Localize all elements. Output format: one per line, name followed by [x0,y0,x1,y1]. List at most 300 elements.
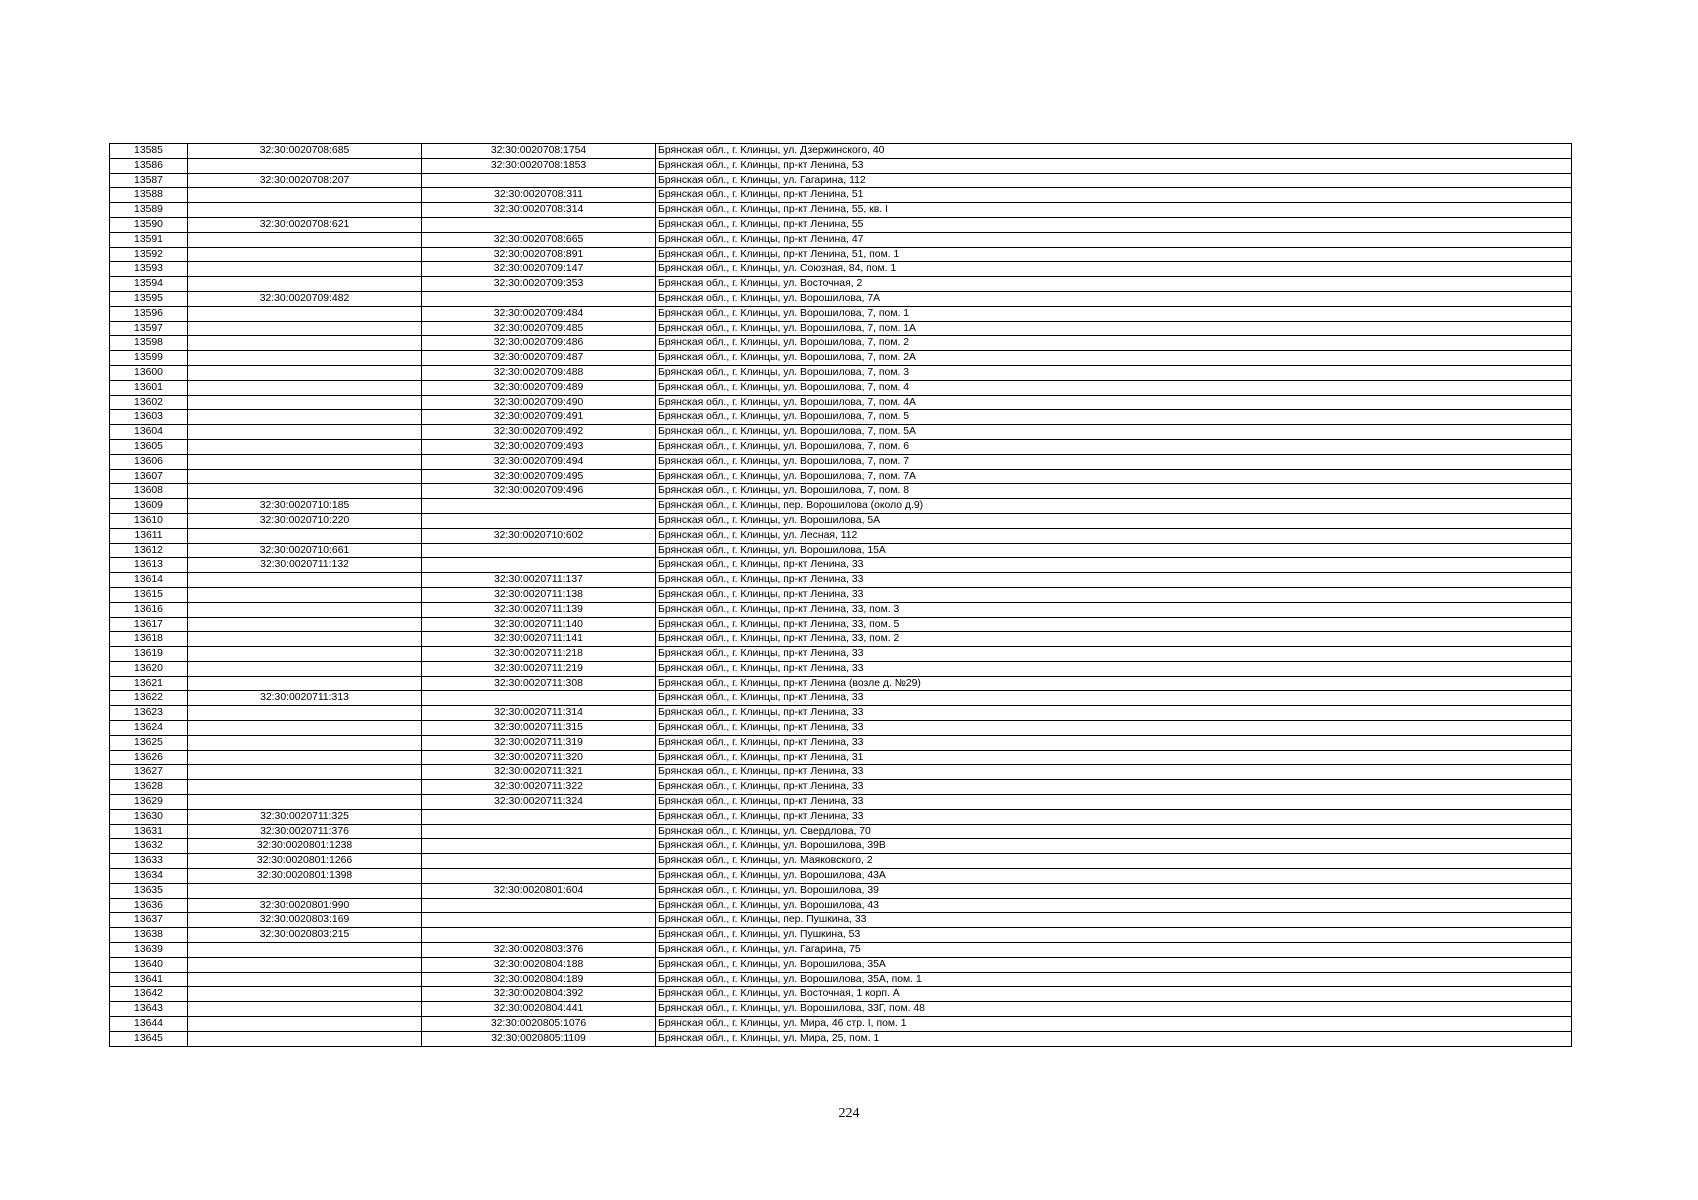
cadastral-number-b-cell: 32:30:0020709:489 [422,380,656,395]
address-cell: Брянская обл., г. Клинцы, пр-кт Ленина, 33 [656,765,1572,780]
registry-table [109,143,1572,1047]
cadastral-number-a-cell [188,528,422,543]
cadastral-number-a-cell [188,661,422,676]
row-number-cell: 13592 [110,247,188,262]
table-row [110,765,1572,780]
table-row [110,602,1572,617]
address-cell: Брянская обл., г. Клинцы, пр-кт Ленина, 33, пом. 5 [656,617,1572,632]
cadastral-number-b-cell: 32:30:0020711:308 [422,676,656,691]
row-number-cell: 13599 [110,351,188,366]
cadastral-number-a-cell [188,188,422,203]
address-cell: Брянская обл., г. Клинцы, ул. Гагарина, 75 [656,943,1572,958]
row-number-cell: 13626 [110,750,188,765]
cadastral-number-b-cell: 32:30:0020709:496 [422,484,656,499]
address-cell: Брянская обл., г. Клинцы, пер. Ворошилова (около д.9) [656,499,1572,514]
table-row [110,1017,1572,1032]
cadastral-number-b-cell: 32:30:0020709:492 [422,425,656,440]
cadastral-number-a-cell [188,573,422,588]
address-cell: Брянская обл., г. Клинцы, ул. Маяковского, 2 [656,854,1572,869]
row-number-cell: 13609 [110,499,188,514]
address-cell: Брянская обл., г. Клинцы, ул. Ворошилова, 33Г, пом. 48 [656,1002,1572,1017]
row-number-cell: 13632 [110,839,188,854]
cadastral-number-a-cell: 32:30:0020801:1238 [188,839,422,854]
page-number: 224 [838,1106,860,1121]
table-row [110,262,1572,277]
cadastral-number-b-cell: 32:30:0020805:1076 [422,1017,656,1032]
row-number-cell: 13641 [110,972,188,987]
cadastral-number-b-cell: 32:30:0020709:487 [422,351,656,366]
address-cell: Брянская обл., г. Клинцы, пр-кт Ленина, 33 [656,706,1572,721]
cadastral-number-a-cell [188,1017,422,1032]
address-cell: Брянская обл., г. Клинцы, ул. Мира, 25, пом. 1 [656,1031,1572,1046]
row-number-cell: 13598 [110,336,188,351]
address-cell: Брянская обл., г. Клинцы, ул. Ворошилова, 39 [656,883,1572,898]
cadastral-number-a-cell: 32:30:0020801:1398 [188,869,422,884]
cadastral-number-a-cell: 32:30:0020710:220 [188,513,422,528]
table-row [110,1031,1572,1046]
row-number-cell: 13642 [110,987,188,1002]
table-row [110,558,1572,573]
row-number-cell: 13602 [110,395,188,410]
address-cell: Брянская обл., г. Клинцы, пр-кт Ленина, 33 [656,795,1572,810]
row-number-cell: 13585 [110,144,188,159]
table-row [110,454,1572,469]
table-row [110,972,1572,987]
cadastral-number-b-cell: 32:30:0020711:314 [422,706,656,721]
cadastral-number-a-cell [188,277,422,292]
address-cell: Брянская обл., г. Клинцы, пр-кт Ленина, 33, пом. 2 [656,632,1572,647]
cadastral-number-b-cell: 32:30:0020709:491 [422,410,656,425]
cadastral-number-b-cell: 32:30:0020709:147 [422,262,656,277]
row-number-cell: 13618 [110,632,188,647]
table-row [110,1002,1572,1017]
table-row [110,928,1572,943]
address-cell: Брянская обл., г. Клинцы, пр-кт Ленина, 51, пом. 1 [656,247,1572,262]
cadastral-number-a-cell [188,484,422,499]
cadastral-number-a-cell [188,943,422,958]
cadastral-number-b-cell [422,691,656,706]
table-row [110,277,1572,292]
table-row [110,721,1572,736]
cadastral-number-a-cell: 32:30:0020709:482 [188,291,422,306]
table-row [110,647,1572,662]
cadastral-number-a-cell: 32:30:0020711:325 [188,809,422,824]
cadastral-number-a-cell [188,203,422,218]
table-row [110,232,1572,247]
table-row [110,173,1572,188]
row-number-cell: 13603 [110,410,188,425]
table-row [110,706,1572,721]
row-number-cell: 13643 [110,1002,188,1017]
cadastral-number-a-cell [188,765,422,780]
table-row [110,395,1572,410]
address-cell: Брянская обл., г. Клинцы, пр-кт Ленина, 53 [656,158,1572,173]
row-number-cell: 13615 [110,587,188,602]
cadastral-number-a-cell [188,262,422,277]
cadastral-number-a-cell [188,351,422,366]
address-cell: Брянская обл., г. Клинцы, ул. Ворошилова, 7, пом. 7 [656,454,1572,469]
row-number-cell: 13617 [110,617,188,632]
cadastral-number-b-cell: 32:30:0020711:315 [422,721,656,736]
row-number-cell: 13600 [110,365,188,380]
address-cell: Брянская обл., г. Клинцы, пр-кт Ленина, 33 [656,558,1572,573]
cadastral-number-a-cell [188,706,422,721]
address-cell: Брянская обл., г. Клинцы, ул. Ворошилова, 39В [656,839,1572,854]
row-number-cell: 13619 [110,647,188,662]
address-cell: Брянская обл., г. Клинцы, пр-кт Ленина, 33 [656,661,1572,676]
cadastral-number-b-cell: 32:30:0020711:321 [422,765,656,780]
table-row [110,839,1572,854]
table-row [110,499,1572,514]
table-row [110,869,1572,884]
address-cell: Брянская обл., г. Клинцы, ул. Пушкина, 53 [656,928,1572,943]
cadastral-number-b-cell: 32:30:0020708:665 [422,232,656,247]
row-number-cell: 13601 [110,380,188,395]
address-cell: Брянская обл., г. Клинцы, ул. Ворошилова, 7, пом. 2 [656,336,1572,351]
row-number-cell: 13628 [110,780,188,795]
table-row [110,365,1572,380]
address-cell: Брянская обл., г. Клинцы, ул. Ворошилова, 7, пом. 8 [656,484,1572,499]
cadastral-number-a-cell [188,780,422,795]
table-row [110,898,1572,913]
row-number-cell: 13637 [110,913,188,928]
cadastral-number-a-cell [188,365,422,380]
row-number-cell: 13638 [110,928,188,943]
cadastral-number-a-cell: 32:30:0020801:990 [188,898,422,913]
address-cell: Брянская обл., г. Клинцы, пр-кт Ленина, 33 [656,647,1572,662]
table-row [110,543,1572,558]
cadastral-number-a-cell: 32:30:0020708:621 [188,217,422,232]
address-cell: Брянская обл., г. Клинцы, пр-кт Ленина, 33, пом. 3 [656,602,1572,617]
row-number-cell: 13593 [110,262,188,277]
address-cell: Брянская обл., г. Клинцы, ул. Ворошилова, 7, пом. 4 [656,380,1572,395]
address-cell: Брянская обл., г. Клинцы, ул. Ворошилова, 5А [656,513,1572,528]
cadastral-number-a-cell: 32:30:0020803:215 [188,928,422,943]
cadastral-number-b-cell: 32:30:0020709:493 [422,439,656,454]
address-cell: Брянская обл., г. Клинцы, пр-кт Ленина, 31 [656,750,1572,765]
cadastral-number-a-cell [188,883,422,898]
cadastral-number-b-cell: 32:30:0020803:376 [422,943,656,958]
table-row [110,144,1572,159]
row-number-cell: 13633 [110,854,188,869]
address-cell: Брянская обл., г. Клинцы, ул. Восточная, 1 корп. А [656,987,1572,1002]
table-row [110,795,1572,810]
row-number-cell: 13629 [110,795,188,810]
row-number-cell: 13625 [110,735,188,750]
cadastral-number-b-cell: 32:30:0020711:320 [422,750,656,765]
cadastral-number-b-cell [422,513,656,528]
cadastral-number-b-cell: 32:30:0020709:485 [422,321,656,336]
row-number-cell: 13616 [110,602,188,617]
cadastral-number-a-cell [188,336,422,351]
row-number-cell: 13591 [110,232,188,247]
address-cell: Брянская обл., г. Клинцы, ул. Союзная, 84, пом. 1 [656,262,1572,277]
row-number-cell: 13612 [110,543,188,558]
cadastral-number-b-cell: 32:30:0020804:392 [422,987,656,1002]
cadastral-number-b-cell [422,173,656,188]
row-number-cell: 13608 [110,484,188,499]
table-row [110,291,1572,306]
address-cell: Брянская обл., г. Клинцы, пр-кт Ленина, 33 [656,735,1572,750]
address-cell: Брянская обл., г. Клинцы, ул. Ворошилова, 7, пом. 6 [656,439,1572,454]
cadastral-number-b-cell [422,854,656,869]
cadastral-number-b-cell: 32:30:0020708:1754 [422,144,656,159]
address-cell: Брянская обл., г. Клинцы, пр-кт Ленина, 33 [656,809,1572,824]
table-row [110,203,1572,218]
address-cell: Брянская обл., г. Клинцы, ул. Ворошилова, 7, пом. 1А [656,321,1572,336]
address-cell: Брянская обл., г. Клинцы, ул. Ворошилова, 43А [656,869,1572,884]
table-row [110,987,1572,1002]
address-cell: Брянская обл., г. Клинцы, ул. Ворошилова, 7, пом. 7А [656,469,1572,484]
cadastral-number-b-cell: 32:30:0020711:138 [422,587,656,602]
table-row [110,528,1572,543]
table-row [110,824,1572,839]
row-number-cell: 13611 [110,528,188,543]
cadastral-number-a-cell [188,632,422,647]
address-cell: Брянская обл., г. Клинцы, пр-кт Ленина, 55 [656,217,1572,232]
address-cell: Брянская обл., г. Клинцы, ул. Ворошилова, 43 [656,898,1572,913]
table-row [110,735,1572,750]
table-row [110,306,1572,321]
cadastral-number-b-cell: 32:30:0020708:891 [422,247,656,262]
row-number-cell: 13588 [110,188,188,203]
cadastral-number-b-cell [422,291,656,306]
table-row [110,321,1572,336]
address-cell: Брянская обл., г. Клинцы, ул. Ворошилова, 15А [656,543,1572,558]
row-number-cell: 13631 [110,824,188,839]
row-number-cell: 13604 [110,425,188,440]
row-number-cell: 13606 [110,454,188,469]
cadastral-number-b-cell [422,499,656,514]
table-row [110,217,1572,232]
cadastral-number-b-cell: 32:30:0020801:604 [422,883,656,898]
row-number-cell: 13635 [110,883,188,898]
table-row [110,661,1572,676]
table-row [110,957,1572,972]
cadastral-number-b-cell [422,869,656,884]
table-row [110,484,1572,499]
row-number-cell: 13607 [110,469,188,484]
cadastral-number-b-cell [422,558,656,573]
table-row [110,943,1572,958]
address-cell: Брянская обл., г. Клинцы, ул. Восточная, 2 [656,277,1572,292]
cadastral-number-a-cell: 32:30:0020711:313 [188,691,422,706]
cadastral-number-a-cell: 32:30:0020710:185 [188,499,422,514]
row-number-cell: 13630 [110,809,188,824]
cadastral-number-a-cell [188,795,422,810]
address-cell: Брянская обл., г. Клинцы, ул. Ворошилова, 7, пом. 1 [656,306,1572,321]
cadastral-number-a-cell [188,410,422,425]
cadastral-number-a-cell [188,158,422,173]
row-number-cell: 13622 [110,691,188,706]
cadastral-number-a-cell [188,587,422,602]
address-cell: Брянская обл., г. Клинцы, пр-кт Ленина, 51 [656,188,1572,203]
cadastral-number-b-cell: 32:30:0020711:218 [422,647,656,662]
cadastral-number-b-cell: 32:30:0020711:140 [422,617,656,632]
table-row [110,410,1572,425]
address-cell: Брянская обл., г. Клинцы, пр-кт Ленина, 55, кв. I [656,203,1572,218]
cadastral-number-b-cell: 32:30:0020710:602 [422,528,656,543]
cadastral-number-b-cell: 32:30:0020804:189 [422,972,656,987]
table-row [110,188,1572,203]
cadastral-number-a-cell [188,454,422,469]
table-row [110,632,1572,647]
table-row [110,425,1572,440]
row-number-cell: 13636 [110,898,188,913]
cadastral-number-a-cell [188,380,422,395]
cadastral-number-b-cell [422,928,656,943]
cadastral-number-a-cell [188,1002,422,1017]
address-cell: Брянская обл., г. Клинцы, ул. Ворошилова, 35А [656,957,1572,972]
cadastral-number-b-cell [422,913,656,928]
table-row [110,883,1572,898]
cadastral-number-b-cell: 32:30:0020804:188 [422,957,656,972]
cadastral-number-a-cell: 32:30:0020708:207 [188,173,422,188]
table-row [110,380,1572,395]
table-row [110,676,1572,691]
cadastral-number-b-cell [422,543,656,558]
cadastral-number-a-cell [188,306,422,321]
cadastral-number-b-cell: 32:30:0020709:484 [422,306,656,321]
cadastral-number-b-cell: 32:30:0020709:353 [422,277,656,292]
row-number-cell: 13590 [110,217,188,232]
row-number-cell: 13587 [110,173,188,188]
address-cell: Брянская обл., г. Клинцы, пр-кт Ленина, 33 [656,780,1572,795]
table-row [110,247,1572,262]
row-number-cell: 13634 [110,869,188,884]
cadastral-number-b-cell: 32:30:0020805:1109 [422,1031,656,1046]
cadastral-number-a-cell [188,321,422,336]
cadastral-number-a-cell [188,395,422,410]
table-row [110,513,1572,528]
cadastral-number-b-cell: 32:30:0020711:219 [422,661,656,676]
cadastral-number-a-cell: 32:30:0020708:685 [188,144,422,159]
cadastral-number-a-cell [188,232,422,247]
cadastral-number-b-cell: 32:30:0020804:441 [422,1002,656,1017]
cadastral-number-a-cell [188,469,422,484]
row-number-cell: 13645 [110,1031,188,1046]
row-number-cell: 13623 [110,706,188,721]
table-row [110,469,1572,484]
row-number-cell: 13644 [110,1017,188,1032]
row-number-cell: 13597 [110,321,188,336]
cadastral-number-b-cell: 32:30:0020711:141 [422,632,656,647]
cadastral-number-a-cell: 32:30:0020711:376 [188,824,422,839]
cadastral-number-b-cell: 32:30:0020709:494 [422,454,656,469]
cadastral-number-b-cell: 32:30:0020711:137 [422,573,656,588]
row-number-cell: 13596 [110,306,188,321]
address-cell: Брянская обл., г. Клинцы, ул. Ворошилова, 7, пом. 5А [656,425,1572,440]
cadastral-number-b-cell: 32:30:0020709:490 [422,395,656,410]
cadastral-number-a-cell [188,721,422,736]
address-cell: Брянская обл., г. Клинцы, пр-кт Ленина, 33 [656,691,1572,706]
cadastral-number-b-cell: 32:30:0020711:139 [422,602,656,617]
cadastral-number-b-cell [422,839,656,854]
row-number-cell: 13605 [110,439,188,454]
table-row [110,617,1572,632]
address-cell: Брянская обл., г. Клинцы, ул. Ворошилова, 7А [656,291,1572,306]
cadastral-number-b-cell: 32:30:0020709:495 [422,469,656,484]
cadastral-number-a-cell [188,647,422,662]
cadastral-number-a-cell [188,735,422,750]
address-cell: Брянская обл., г. Клинцы, ул. Мира, 46 стр. I, пом. 1 [656,1017,1572,1032]
address-cell: Брянская обл., г. Клинцы, ул. Гагарина, 112 [656,173,1572,188]
table-row [110,913,1572,928]
registry-body [110,144,1572,1047]
row-number-cell: 13640 [110,957,188,972]
cadastral-number-b-cell [422,824,656,839]
cadastral-number-b-cell: 32:30:0020711:324 [422,795,656,810]
address-cell: Брянская обл., г. Клинцы, пер. Пушкина, 33 [656,913,1572,928]
table-row [110,750,1572,765]
row-number-cell: 13589 [110,203,188,218]
cadastral-number-a-cell: 32:30:0020711:132 [188,558,422,573]
row-number-cell: 13639 [110,943,188,958]
table-row [110,573,1572,588]
row-number-cell: 13614 [110,573,188,588]
row-number-cell: 13627 [110,765,188,780]
cadastral-number-a-cell [188,957,422,972]
row-number-cell: 13595 [110,291,188,306]
cadastral-number-b-cell: 32:30:0020708:314 [422,203,656,218]
cadastral-number-b-cell: 32:30:0020711:319 [422,735,656,750]
address-cell: Брянская обл., г. Клинцы, пр-кт Ленина, 33 [656,573,1572,588]
address-cell: Брянская обл., г. Клинцы, ул. Свердлова, 70 [656,824,1572,839]
cadastral-number-a-cell [188,439,422,454]
address-cell: Брянская обл., г. Клинцы, ул. Дзержинского, 40 [656,144,1572,159]
cadastral-number-b-cell: 32:30:0020711:322 [422,780,656,795]
address-cell: Брянская обл., г. Клинцы, пр-кт Ленина, 33 [656,587,1572,602]
address-cell: Брянская обл., г. Клинцы, ул. Лесная, 112 [656,528,1572,543]
cadastral-number-a-cell: 32:30:0020710:661 [188,543,422,558]
cadastral-number-b-cell [422,809,656,824]
table-row [110,691,1572,706]
row-number-cell: 13594 [110,277,188,292]
cadastral-number-b-cell: 32:30:0020709:488 [422,365,656,380]
table-row [110,587,1572,602]
cadastral-number-a-cell [188,987,422,1002]
row-number-cell: 13624 [110,721,188,736]
cadastral-number-b-cell: 32:30:0020709:486 [422,336,656,351]
address-cell: Брянская обл., г. Клинцы, ул. Ворошилова, 7, пом. 2А [656,351,1572,366]
row-number-cell: 13621 [110,676,188,691]
table-row [110,336,1572,351]
address-cell: Брянская обл., г. Клинцы, ул. Ворошилова, 35А, пом. 1 [656,972,1572,987]
table-row [110,809,1572,824]
cadastral-number-a-cell [188,247,422,262]
address-cell: Брянская обл., г. Клинцы, пр-кт Ленина (возле д. №29) [656,676,1572,691]
table-row [110,158,1572,173]
cadastral-number-b-cell: 32:30:0020708:311 [422,188,656,203]
address-cell: Брянская обл., г. Клинцы, пр-кт Ленина, 33 [656,721,1572,736]
cadastral-number-a-cell [188,602,422,617]
table-row [110,351,1572,366]
row-number-cell: 13586 [110,158,188,173]
row-number-cell: 13613 [110,558,188,573]
table-row [110,854,1572,869]
cadastral-number-b-cell [422,898,656,913]
row-number-cell: 13620 [110,661,188,676]
address-cell: Брянская обл., г. Клинцы, ул. Ворошилова, 7, пом. 3 [656,365,1572,380]
address-cell: Брянская обл., г. Клинцы, ул. Ворошилова, 7, пом. 4А [656,395,1572,410]
cadastral-number-a-cell [188,972,422,987]
cadastral-number-b-cell: 32:30:0020708:1853 [422,158,656,173]
cadastral-number-a-cell [188,617,422,632]
cadastral-number-a-cell [188,425,422,440]
cadastral-number-a-cell [188,750,422,765]
cadastral-number-a-cell [188,1031,422,1046]
cadastral-number-a-cell [188,676,422,691]
